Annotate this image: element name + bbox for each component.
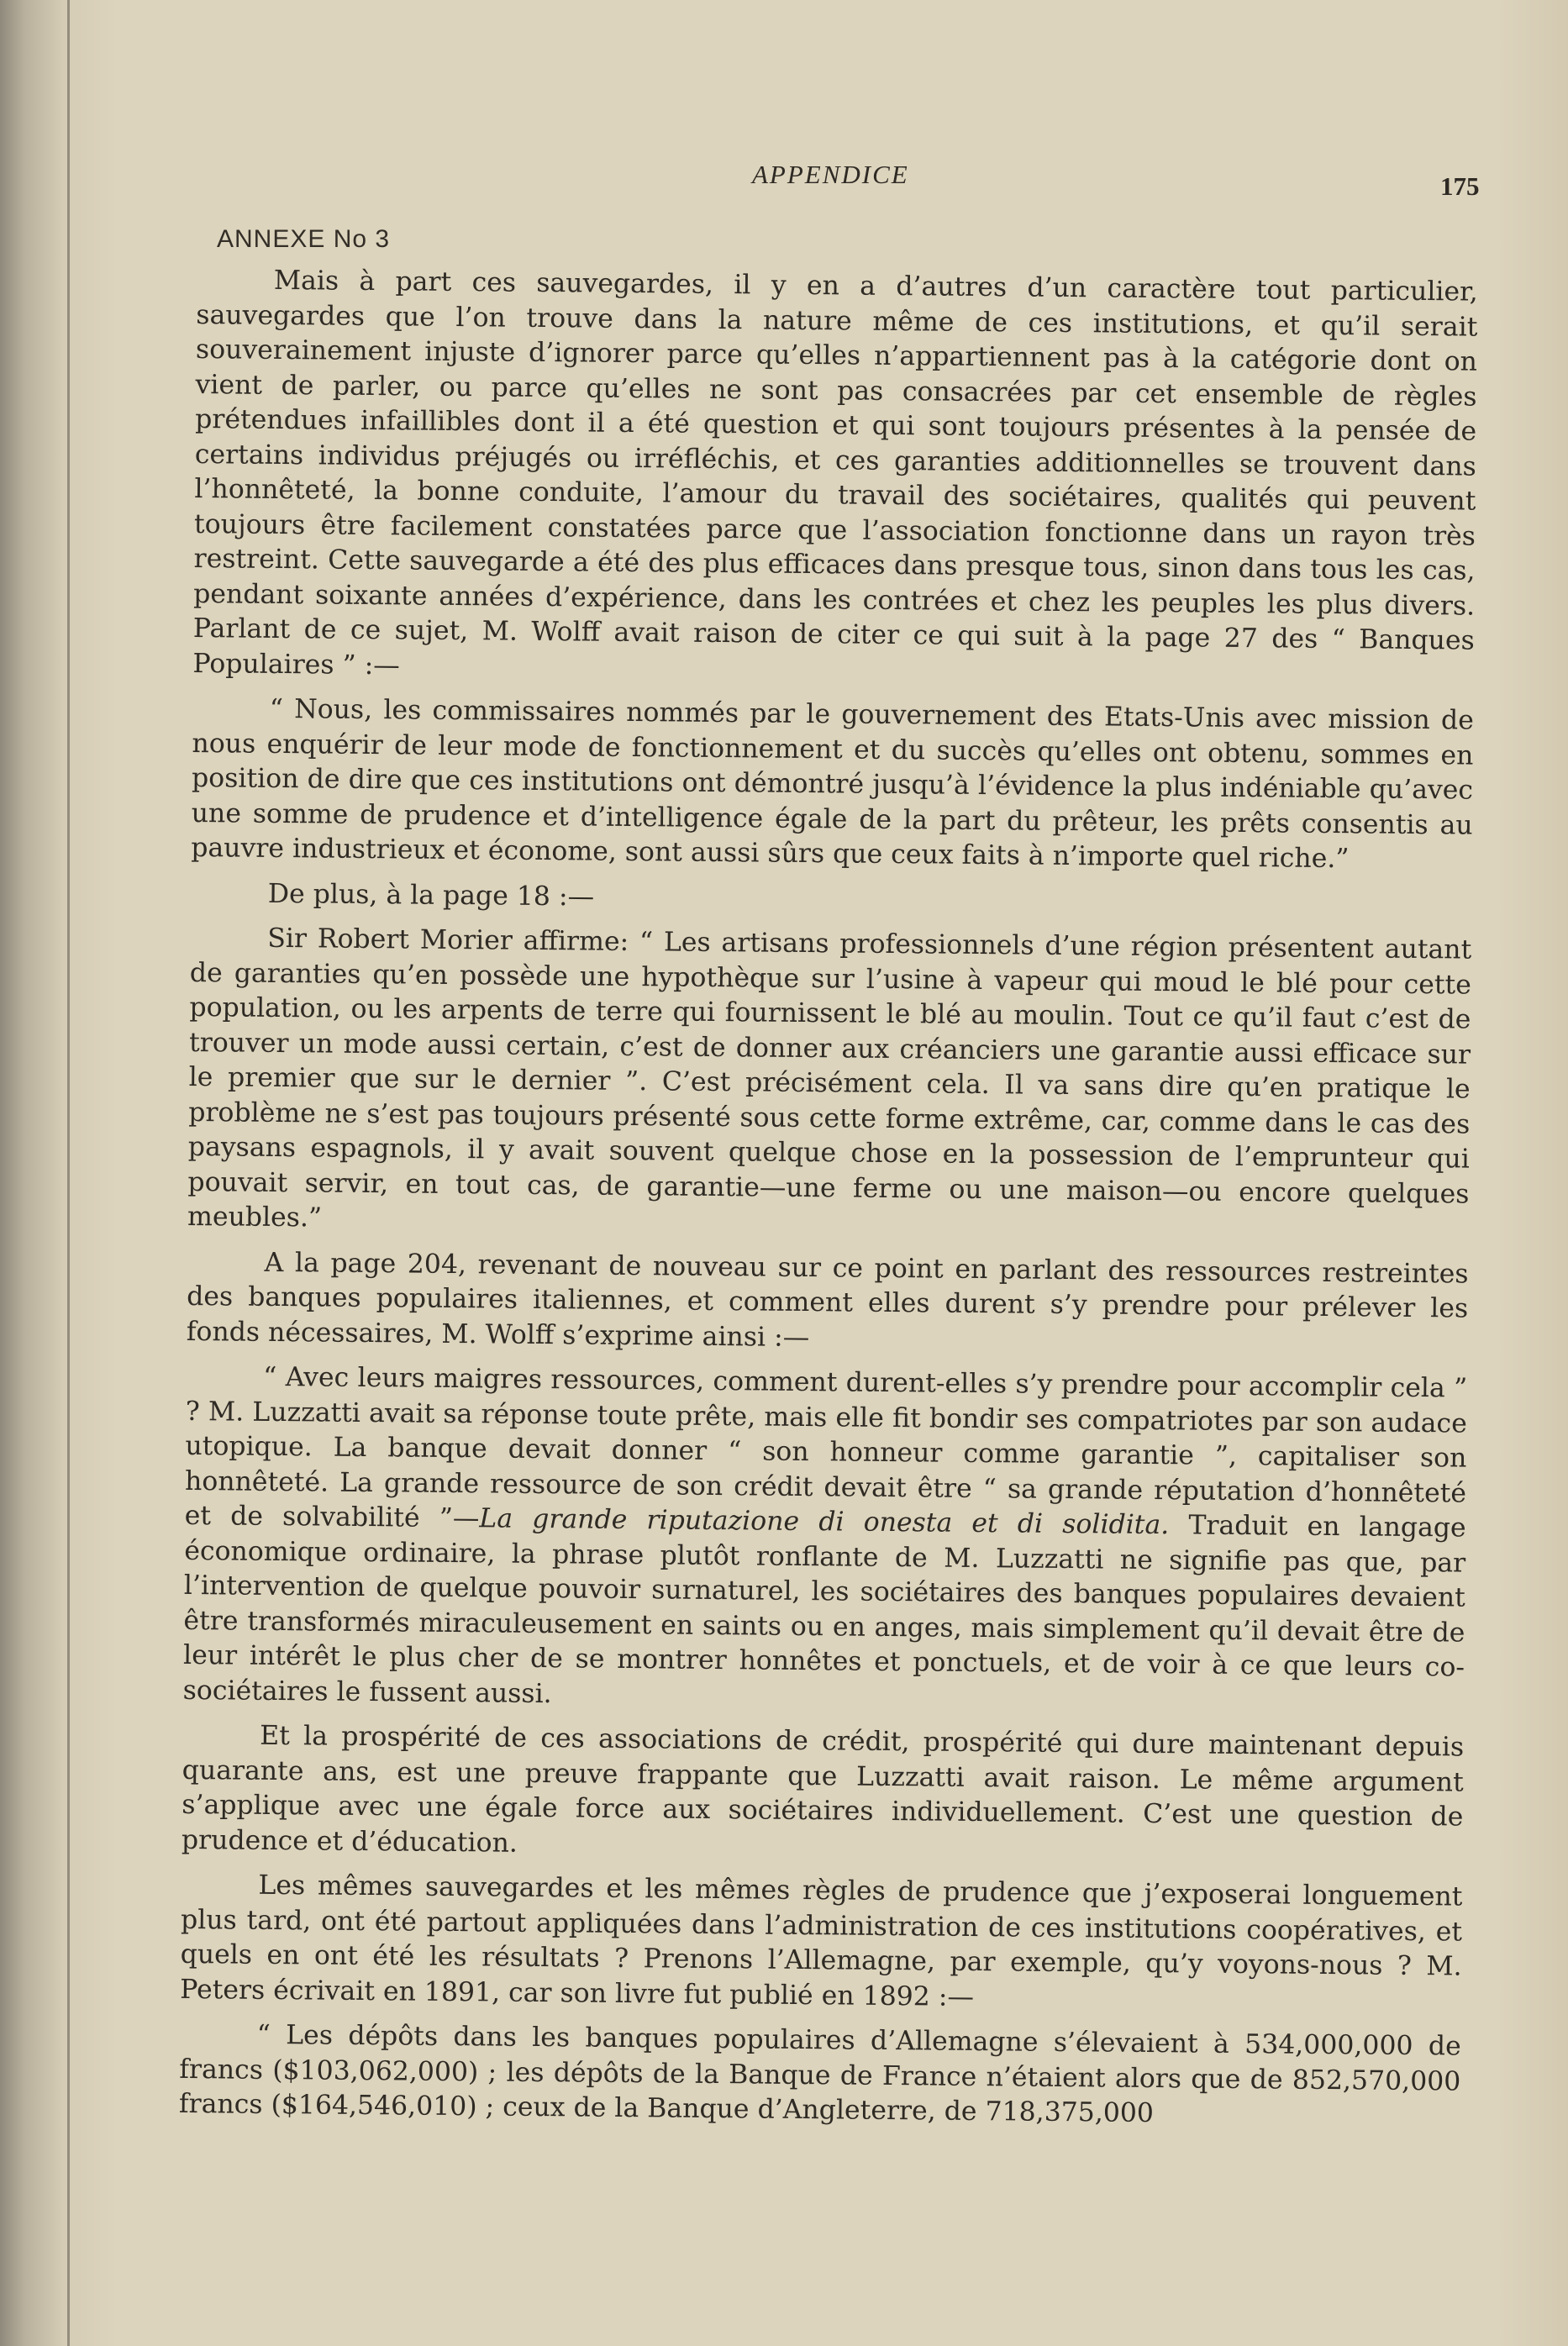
running-head — [0, 160, 1568, 202]
body-text — [179, 263, 1478, 2144]
luzzatti-quote-continuation: Traduit en langage économique ordinaire, la phrase plutôt ronflante de M. Luzzatti ne signifie pas que, par l’intervention de quelque pouvoir surnaturel, les sociétaires des banques populaires devaient être transformés miraculeusement en saints ou en anges, mais simplement qu’il devait être de leur intérêt le plus cher de se montrer honnêtes et ponctuels, et de voir à ce que leurs co-sociétaires le fussent aussi. — [182, 1510, 1466, 1709]
paragraph-germany-example: Les mêmes sauvegardes et les mêmes règles de prudence que j’exposerai longuement plus tard, ont été partout appliquées dans l’administration de ces institutions coopératives, et quels en ont été les résultats ? Prenons l’Allemagne, par exemple, qu’y voyons-nous ? M. Peters écrivait en 1891, car son livre fut publié en 1892 :— — [180, 1870, 1463, 2012]
paragraph-us-commissioners-quote: “ Nous, les commissaires nommés par le gouvernement des Etats-Unis avec mission de nous enquérir de leur mode de fonctionnement et du succès qu’elles ont obtenu, sommes en position de dire que ces institutions ont démontré jusqu’à l’évidence la plus indéniable qu’avec une somme de prudence et d’intelligence égale de la part du prêteur, les prêts consentis au pauvre industrieux et économe, sont aussi sûrs que ceux faits à n’importe quel riche.” — [191, 693, 1475, 875]
paragraph-safeguards: Mais à part ces sauvegardes, il y en a d’autres d’un caractère tout particulier, sauvegardes que l’on trouve dans la nature même de ces institutions, et qu’il serait souverainement injuste d’ignorer parce qu’elles n’appartiennent pas à la catégorie dont on vient de parler, ou parce qu’elles ne sont pas consacrées par cet ensemble de règles prétendues infaillibles dont il a été question et qui sont toujours présentes à la pensée de certains individus préjugés ou irréfléchis, et ces garanties additionnelles se trouvent dans l’honnêteté, la bonne conduite, l’amour du travail des sociétaires, qualités qui peuvent toujours être facilement constatées parce que l’association fonctionne dans un rayon très restreint. Cette sauvegarde a été des plus efficaces dans presque tous, sinon dans tous les cas, pendant soixante années d’expérience, dans les contrées et chez les peuples les plus divers. Parlant de ce sujet, M. Wolff avait raison de citer ce qui suit à la page 27 des “ Banques Populaires ” :— — [192, 265, 1478, 681]
running-title: APPENDICE — [752, 160, 909, 189]
paragraph-page-204: A la page 204, revenant de nouveau sur ce point en parlant des ressources restreintes des banques populaires italiennes, et comment elles durent s’y prendre pour prélever les fonds nécessaires, M. Wolff s’exprime ainsi :— — [186, 1247, 1469, 1353]
binding-gutter-line — [67, 0, 70, 2346]
paragraph-morier-quote: Sir Robert Morier affirme: “ Les artisans professionnels d’une région présentent autant de garanties qu’en possède une hypothèque sur l’usine à vapeur qui moud le blé pour cette population, ou les arpents de terre qui fournissent le blé au moulin. Tout ce qu’il faut c’est de trouver un mode aussi certain, c’est de donner aux créanciers une garantie aussi efficace sur le premier que sur le dernier ”. C’est précisément cela. Il va sans dire qu’en pratique le problème ne s’est pas toujours présenté sous cette forme extrême, car, comme dans le cas des paysans espagnols, il y avait souvent quelque chose en la possession de l’emprunteur qui pouvait servir, en tout cas, de garantie—une ferme ou une maison—ou encore quelques meubles.” — [187, 923, 1472, 1233]
luzzatti-italian-phrase: La grande riputazione di onesta et di solidita. — [479, 1503, 1170, 1541]
paragraph-page-18: De plus, à la page 18 :— — [267, 878, 595, 913]
paragraph-deposits-quote: “ Les dépôts dans les banques populaires d’Allemagne s’élevaient à 534,000,000 de francs ($103,062,000) ; les dépôts de la Banque de France n’étaient alors que de 852,570,000 francs ($164,546,010) ; ceux de la Banque d’Angleterre, de 718,375,000 — [178, 2019, 1461, 2129]
page-number: 175 — [1440, 171, 1480, 201]
annex-label: ANNEXE No 3 — [217, 225, 391, 253]
paragraph-prosperity: Et la prospérité de ces associations de crédit, prospérité qui dure maintenant depuis quarante ans, est une preuve frappante que Luzzatti avait raison. Le même argument s’applique avec une égale force aux sociétaires individuellement. C’est une question de prudence et d’éducation. — [181, 1720, 1465, 1859]
paragraph-luzzatti-quote — [182, 1360, 1467, 1721]
luzzatti-quote-text: “ Avec leurs maigres ressources, comment durent-elles s’y prendre pour accomplir cela ” ? M. Luzzatti avait sa réponse toute prête, mais elle fit bondir ses compatriotes par son audace utopique. La banque devait donner “ son honneur comme garantie ”, capitaliser son honnêteté. La grande ressource de son crédit devait être “ sa grande réputation d’honnêteté et de solvabilité ”— — [184, 1361, 1468, 1534]
